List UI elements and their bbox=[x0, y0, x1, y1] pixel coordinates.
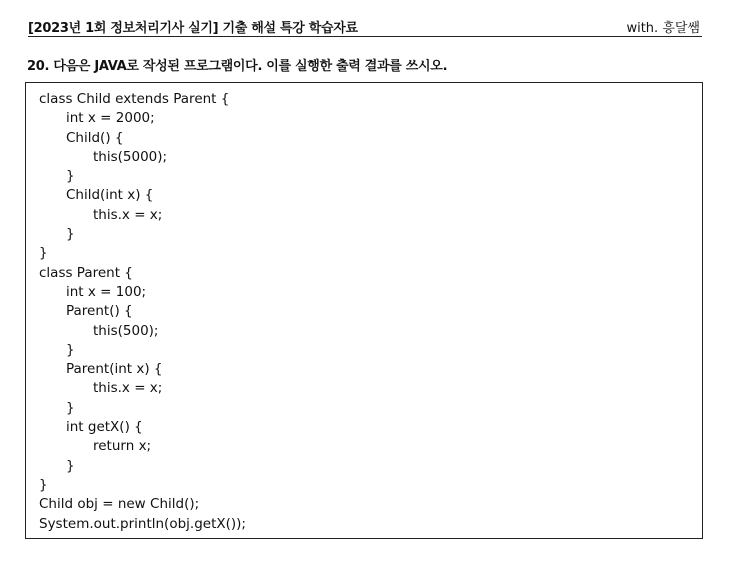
page-header bbox=[28, 14, 702, 37]
code-line: Child(int x) { bbox=[66, 187, 154, 204]
code-line: Parent() { bbox=[66, 303, 133, 320]
code-line: return x; bbox=[93, 438, 152, 455]
code-line: this(500); bbox=[93, 322, 159, 339]
code-line: Child() { bbox=[66, 129, 124, 146]
code-line: } bbox=[66, 168, 75, 185]
code-line: Child obj = new Child(); bbox=[39, 496, 200, 513]
code-line: System.out.println(obj.getX()); bbox=[39, 515, 246, 532]
code-box bbox=[25, 82, 703, 539]
question-text: 20. 다음은 JAVA로 작성된 프로그램이다. 이를 실행한 출력 결과를 쓰시오. bbox=[27, 59, 448, 74]
code-line: this.x = x; bbox=[93, 380, 163, 397]
code-line: int getX() { bbox=[66, 419, 143, 436]
code-line: } bbox=[39, 476, 48, 493]
code-line: } bbox=[66, 341, 75, 358]
code-line: } bbox=[66, 399, 75, 416]
code-line: } bbox=[66, 457, 75, 474]
code-line: } bbox=[66, 226, 75, 243]
code-line: this.x = x; bbox=[93, 206, 163, 223]
code-line: int x = 100; bbox=[66, 283, 147, 300]
code-line: this(5000); bbox=[93, 148, 168, 165]
code-listing bbox=[39, 90, 246, 534]
header-author: with. 흥달쌤 bbox=[626, 21, 700, 36]
code-line: class Child extends Parent { bbox=[39, 91, 230, 107]
header-title: [2023년 1회 정보처리기사 실기] 기출 해설 특강 학습자료 bbox=[28, 21, 358, 36]
code-line: class Parent { bbox=[39, 264, 133, 281]
code-line: } bbox=[39, 245, 48, 262]
code-line: Parent(int x) { bbox=[66, 361, 163, 378]
code-line: int x = 2000; bbox=[66, 110, 155, 127]
